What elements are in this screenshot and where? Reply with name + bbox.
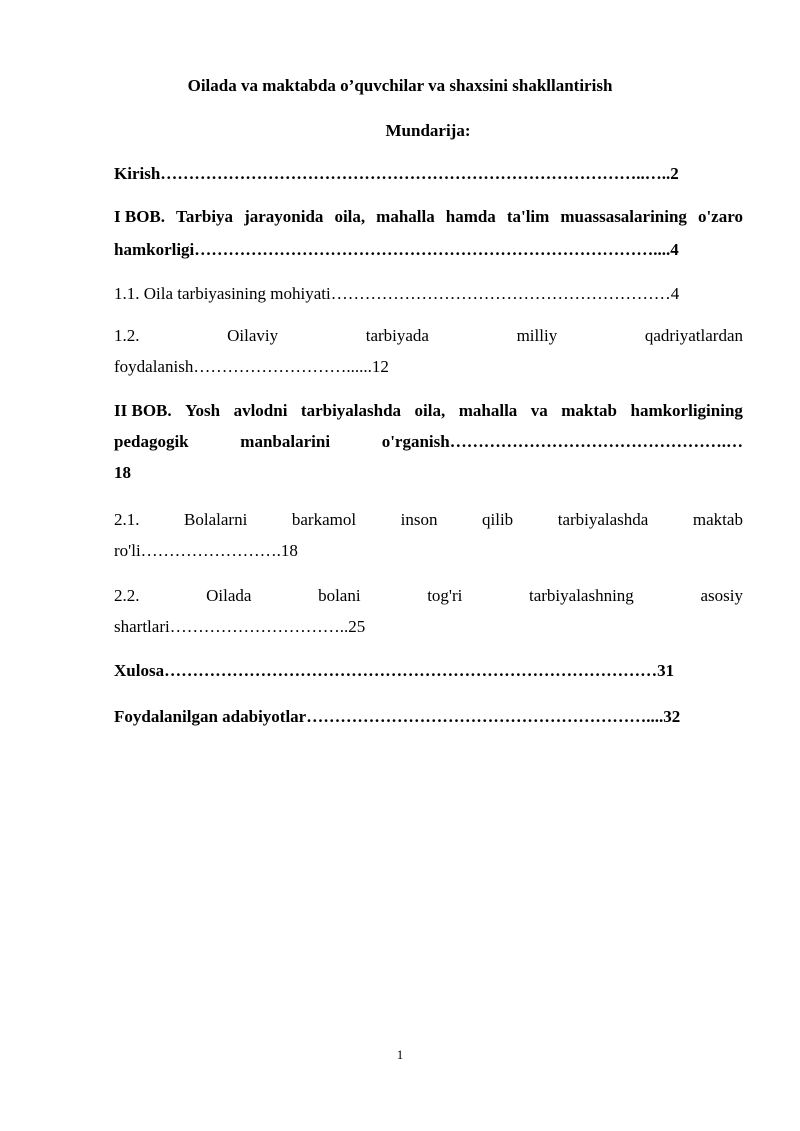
toc-word: mahalla [376, 207, 435, 226]
toc-word: asosiy [700, 586, 743, 605]
toc-word: o'rganish………………………………………….… [381, 432, 743, 451]
toc-word: hamkorligining [630, 401, 743, 420]
toc-entry-2-1[interactable] [114, 506, 743, 564]
toc-word: va [530, 401, 548, 420]
toc-entry-2-1-line2: ro'li…………………….18 [114, 541, 298, 560]
toc-entry-2-2-line1 [114, 582, 743, 609]
toc-word: I BOB. [114, 207, 166, 226]
page-number: 1 [396, 1047, 404, 1062]
toc-heading: Mundarija: [385, 121, 471, 140]
toc-entry-2-2[interactable] [114, 582, 743, 640]
toc-word: milliy [516, 326, 558, 345]
toc-entry-bob2-line2 [114, 428, 743, 455]
toc-entry-bob1-line1 [114, 203, 743, 230]
toc-entry-adabiyotlar[interactable] [114, 703, 743, 730]
toc-word: maktab [561, 401, 617, 420]
toc-entry-kirish-text: Kirish…………………………………………………………………………..…..2 [114, 164, 679, 183]
toc-entry-2-1-line1 [114, 506, 743, 533]
toc-word: oila, [414, 401, 446, 420]
toc-entry-1-2-line2: foydalanish………………………......12 [114, 357, 389, 376]
toc-entry-adabiyotlar-text: Foydalanilgan adabiyotlar……………………………………………………....32 [114, 707, 681, 726]
toc-entry-1-2[interactable] [114, 322, 743, 380]
toc-entry-1-1[interactable] [114, 280, 743, 307]
toc-word: mahalla [458, 401, 518, 420]
toc-word: Bolalarni [184, 510, 248, 529]
toc-entry-bob1-line2: hamkorligi………………………………………………………………………....4 [114, 240, 679, 259]
toc-word: maktab [692, 510, 743, 529]
toc-word: tarbiyada [365, 326, 429, 345]
toc-entry-xulosa-text: Xulosa……………………………………………………………………………31 [114, 661, 675, 680]
toc-entry-bob2[interactable] [114, 397, 743, 486]
toc-word: Oilaviy [227, 326, 279, 345]
toc-word: 2.1. [114, 510, 140, 529]
toc-word: 2.2. [114, 586, 140, 605]
toc-entry-bob2-line3: 18 [114, 463, 131, 482]
toc-word: hamda [445, 207, 496, 226]
toc-word: oila, [334, 207, 366, 226]
toc-word: tarbiyalashning [529, 586, 634, 605]
toc-word: barkamol [291, 510, 357, 529]
toc-word: manbalarini [240, 432, 331, 451]
toc-word: jarayonida [244, 207, 324, 226]
toc-word: pedagogik [114, 432, 189, 451]
toc-word: avlodni [233, 401, 288, 420]
document-title: Oilada va maktabda o’quvchilar va shaxsini shakllantirish [187, 76, 613, 95]
toc-entry-1-1-text: 1.1. Oila tarbiyasining mohiyati……………………………………………………4 [114, 284, 680, 303]
toc-word: ta'lim [506, 207, 550, 226]
toc-entry-1-2-line1 [114, 322, 743, 349]
toc-word: bolani [318, 586, 361, 605]
toc-word: o'zaro [697, 207, 743, 226]
toc-entry-bob1[interactable] [114, 203, 743, 263]
toc-entry-2-2-line2: shartlari…………………………..25 [114, 617, 366, 636]
toc-word: tog'ri [427, 586, 463, 605]
toc-entry-kirish[interactable] [114, 160, 743, 187]
toc-word: tarbiyalashda [557, 510, 649, 529]
toc-word: inson [400, 510, 438, 529]
toc-word: muassasalarining [560, 207, 687, 226]
toc-word: 1.2. [114, 326, 140, 345]
toc-entry-bob2-line1 [114, 397, 743, 424]
toc-word: Tarbiya [176, 207, 234, 226]
toc-word: Oilada [206, 586, 252, 605]
toc-word: qadriyatlardan [644, 326, 743, 345]
toc-entry-xulosa[interactable] [114, 657, 743, 684]
toc-word: Yosh [185, 401, 221, 420]
toc-word: qilib [482, 510, 514, 529]
toc-word: II BOB. [114, 401, 172, 420]
toc-word: tarbiyalashda [300, 401, 402, 420]
